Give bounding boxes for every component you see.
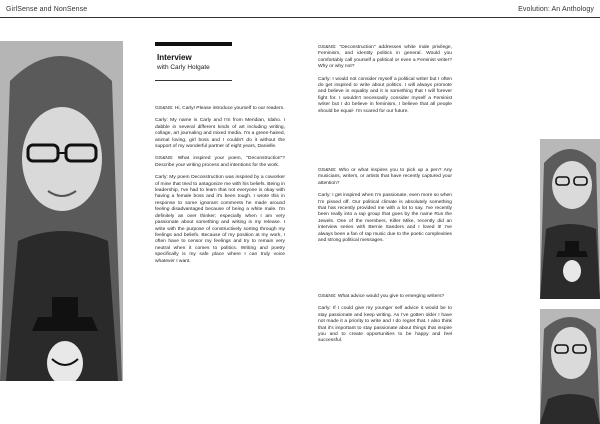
- portrait-photo-large-graphic: [0, 41, 123, 381]
- question-poem: GS&NS: What inspired your poem, "Deconstruction"? Describe your writing process and intentions for the work.: [155, 156, 285, 168]
- running-header-left: GirlSense and NonSense: [6, 6, 88, 13]
- article-title: Interview: [157, 53, 192, 62]
- article-subtitle: with Carly Holgate: [157, 64, 210, 71]
- column-two-block-politics: [318, 45, 452, 121]
- column-two-block-advice: [318, 294, 452, 351]
- title-accent-bar: [155, 42, 232, 46]
- portrait-photo-small-top-graphic: [540, 139, 600, 299]
- answer-advice: Carly: If I could give my younger self advice it would be to stay passionate and keep writing. As I've gotten older I have not made it a priority to write and I do regret that. I also think that it's important to stay passionate about things that inspire you and to create opportunities to be happy and feel successful.: [318, 306, 452, 344]
- portrait-photo-large: [0, 41, 123, 381]
- header-divider: [0, 17, 600, 18]
- answer-intro: Carly: My name is Carly and I'm from Meridian, Idaho. I dabble in several different kinds of art including writing, collage, art journaling and mixed media. I'm a green-haired, animal loving, girl boss and I couldn't do it without the support of my wonderful partner of eight years, Danielle.: [155, 118, 285, 150]
- portrait-photo-small-top: [540, 139, 600, 299]
- answer-politics: Carly: I would not consider myself a political writer but I often do get inspired to write about politics. I will always promote and believe in equality and it is something that I will forever fight for. I wouldn't necessarily consider myself a Feminist writer but I do believe in feminism, I believe that all people should be equal- I'm scared for our future.: [318, 76, 452, 114]
- column-one: [155, 106, 285, 271]
- running-header-right: Evolution: An Anthology: [518, 6, 594, 13]
- question-politics: GS&NS: "Deconstruction" addresses white male privilege, Feminism, and identity politics in general. Would you comfortably call yourself a political or even a Feminist writer? Why or why not?: [318, 45, 452, 70]
- question-inspiration: GS&NS: Who or what inspires you to pick up a pen? Any musicians, writers, or artists that have recently captured your attention?: [318, 168, 452, 186]
- answer-inspiration: Carly: I get inspired when I'm passionate, even more so when I'm pissed off. Our political climate is absolutely something that has recently provided me with a lot to say. I've recently been really into a rap group that goes by the name Run the Jewels. One of the members, Killer Mike, recently did an interview series with Bernie Sanders and I loved it! I've always been a fan of rap music due to the poetic complexities and strong political messages.: [318, 193, 452, 244]
- portrait-photo-small-bottom-graphic: [540, 309, 600, 424]
- question-advice: GS&NS: What advice would you give to emerging writers?: [318, 294, 445, 299]
- title-divider: [155, 80, 232, 81]
- answer-poem: Carly: My poem Deconstruction was inspired by a coworker of mine that tried to antagonize me with his beliefs. Being in leadership, I've had to learn that not everyone is okay with having a female boss and it's been tough. I wrote this in response to some ignorant comments he made around feeling disadvantaged because of being a white male. I'm definitely an over thinker; especially when I am very passionate about something and writing is my release. I write with the purpose of constructively sorting through my feelings and beliefs. Because of my position at my work, I often have to censor my feelings and try to remain very neutral when it comes to politics. Writing and poetry specifically is my safe place where I can truly voice whatever I want.: [155, 175, 285, 264]
- portrait-photo-small-bottom: [540, 309, 600, 424]
- column-two-block-inspiration: [318, 168, 452, 250]
- question-intro: GS&NS: Hi, Carly! Please introduce yourself to our readers.: [155, 106, 285, 111]
